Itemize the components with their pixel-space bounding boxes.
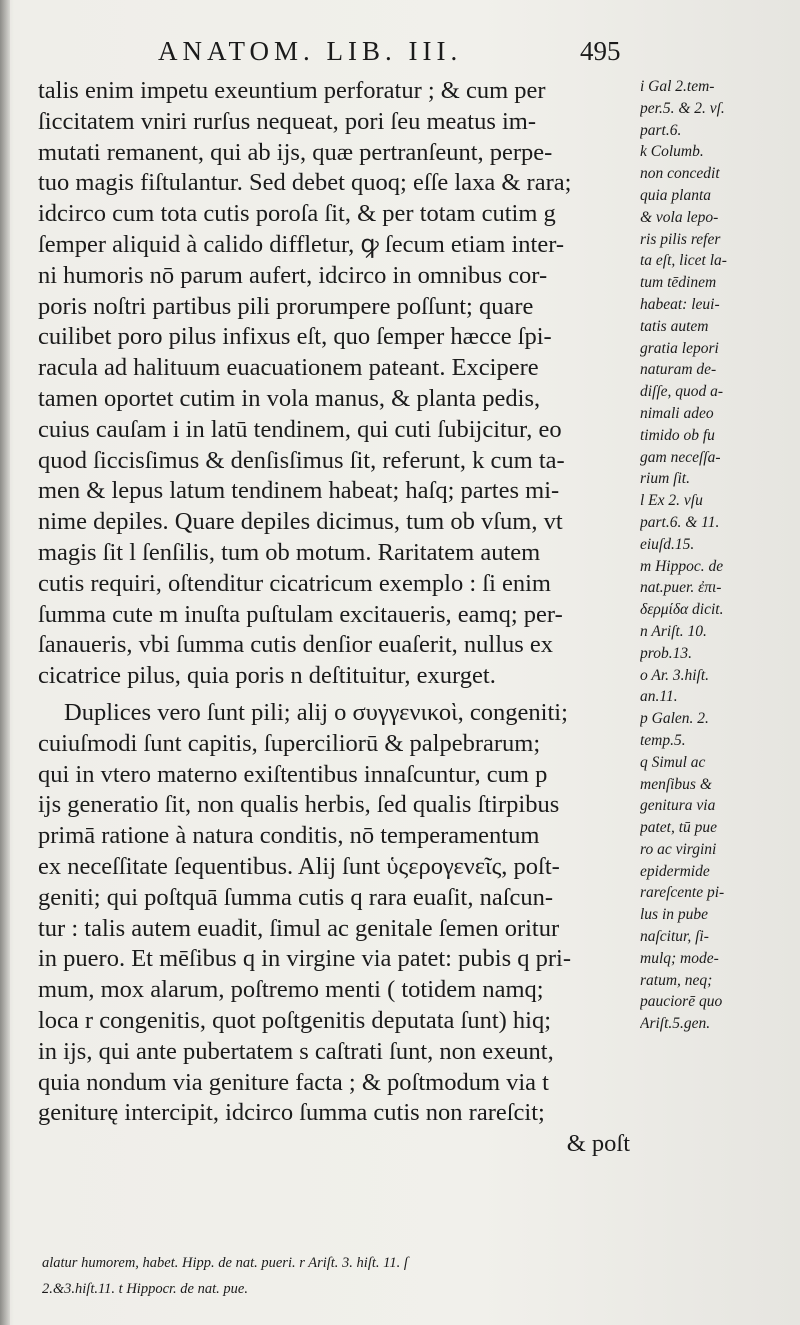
footnotes — [42, 1250, 662, 1302]
text-line: cuilibet poro pilus infixus eſt, quo ſemper hæcce ſpi- — [38, 323, 552, 351]
margin-note-line: mulq; mode- — [640, 949, 719, 967]
text-line: nime depiles. Quare depiles dicimus, tum ob vſum, vt — [38, 508, 563, 536]
text-line: geniti; qui poſtquā ſumma cutis q rara euaſit, naſcun- — [38, 883, 554, 911]
margin-note-line: m Hippoc. de — [640, 557, 724, 575]
margin-note-line: diſſe, quod a- — [640, 383, 724, 401]
text-line: ex neceſſitate ſequentibus. Alij ſunt ὑςερογενεῖς, poſt- — [38, 852, 560, 880]
margin-note-line: n Ariſt. 10. — [640, 622, 707, 640]
margin-note-line: k Columb. — [640, 143, 704, 161]
running-title: ANATOM. LIB. III. — [158, 36, 463, 66]
margin-note-line: tatis autem — [640, 317, 709, 335]
margin-note-line: Ariſt.5.gen. — [640, 1015, 711, 1033]
margin-note-line: gratia lepori — [640, 339, 719, 357]
margin-note-line: q Simul ac — [640, 753, 706, 771]
catchword: & poſt — [566, 1130, 630, 1158]
margin-note-line: ris pilis refer — [640, 230, 721, 248]
margin-note-line: gam neceſſa- — [640, 448, 721, 466]
text-line: tur : talis autem euadit, ſimul ac genitale ſemen oritur — [38, 914, 560, 942]
margin-note-line: part.6. & 11. — [640, 513, 720, 531]
text-line: mum, mox alarum, poſtremo menti ( totidem namq; — [38, 976, 544, 1004]
text-line: mutati remanent, qui ab ijs, quæ pertranſeunt, perpe- — [38, 138, 553, 166]
margin-note-line: naſcitur, ſi- — [640, 928, 709, 946]
main-text-column — [38, 76, 636, 1160]
margin-note-line: an.11. — [640, 688, 678, 706]
text-line: men & lepus latum tendinem habeat; haſq; partes mi- — [38, 477, 560, 505]
margin-note-line: nimali adeo — [640, 404, 714, 422]
footnote-line: 2.&3.hiſt.11. t Hippocr. de nat. pue. — [42, 1281, 248, 1297]
text-line: tuo magis fiſtulantur. Sed debet quoq; eſſe laxa & rara; — [38, 169, 572, 197]
margin-note-line: ta eſt, licet la- — [640, 252, 727, 270]
margin-note-line: quia planta — [640, 186, 712, 204]
text-line: ijs generatio ſit, non qualis herbis, ſed qualis ſtirpibus — [38, 791, 560, 819]
text-line: in ijs, qui ante pubertatem s caſtrati ſunt, non exeunt, — [38, 1037, 554, 1065]
footnote-line: alatur humorem, habet. Hipp. de nat. pueri. r Ariſt. 3. hiſt. 11. ſ — [42, 1255, 408, 1271]
text-line: cicatrice pilus, quia poris n deſtituitur, exurget. — [38, 662, 496, 690]
margin-note-line: ro ac virgini — [640, 840, 717, 858]
margin-note-line: ratum, neq; — [640, 971, 713, 989]
margin-note-line: pauciorē quo — [640, 993, 723, 1011]
margin-note-line: patet, tū pue — [640, 819, 718, 837]
page-header — [0, 36, 800, 70]
margin-note-line: prob.13. — [640, 644, 692, 662]
text-line: ni humoris nō parum aufert, idcirco in omnibus cor- — [38, 261, 548, 289]
margin-note-line: δερμίδα dicit. — [640, 601, 724, 619]
margin-note-line: menſibus & — [640, 775, 712, 793]
text-line: in puero. Et mēſibus q in virgine via patet: pubis q pri- — [38, 945, 572, 973]
text-line: quod ſiccisſimus & denſisſimus ſit, referunt, k cum ta- — [38, 446, 565, 474]
text-line: ſiccitatem vniri rurſus nequeat, pori ſeu meatus im- — [38, 107, 537, 135]
margin-note-line: l Ex 2. vſu — [640, 492, 703, 510]
margin-note-line: genitura via — [640, 797, 716, 815]
margin-note-line: timido ob fu — [640, 426, 715, 444]
binding-gutter — [0, 0, 10, 1325]
text-line: ſanaueris, vbi ſumma cutis denſior euaſerit, nullus ex — [38, 631, 554, 659]
text-line: tamen oportet cutim in vola manus, & planta pedis, — [38, 384, 541, 412]
text-line: magis ſit l ſenſilis, tum ob motum. Raritatem autem — [38, 538, 541, 566]
margin-note-line: tum tēdinem — [640, 274, 717, 292]
marginal-notes — [640, 76, 798, 1035]
margin-note-line: naturam de- — [640, 361, 717, 379]
text-line: talis enim impetu exeuntium perforatur ; & cum per — [38, 77, 546, 104]
margin-note-line: nat.puer. ἐπι- — [640, 579, 722, 597]
margin-note-line: rareſcente pi- — [640, 884, 725, 902]
text-line: idcirco cum tota cutis poroſa ſit, & per totam cutim g — [38, 200, 556, 228]
text-line: ſemper aliquid à calido diffletur, ꝙ ſecum etiam inter- — [38, 230, 565, 258]
page-number: 495 — [580, 36, 621, 66]
margin-note-line: i Gal 2.tem- — [640, 78, 715, 95]
paragraph-start-line: Duplices vero ſunt pili; alij o συγγενικοὶ, congeniti; — [64, 698, 568, 726]
text-line: racula ad halituum euacuationem pateant. Excipere — [38, 354, 539, 382]
text-line: loca r congenitis, quot poſtgenitis deputata ſunt) hiq; — [38, 1006, 552, 1034]
margin-note-line: o Ar. 3.hiſt. — [640, 666, 710, 684]
margin-note-line: habeat: leui- — [640, 295, 720, 313]
margin-note-line: rium ſit. — [640, 470, 690, 488]
text-line: ſumma cute m inuſta puſtulam excitaueris, eamq; per- — [38, 600, 563, 628]
margin-note-line: temp.5. — [640, 731, 686, 749]
text-line: poris noſtri partibus pili prorumpere poſſunt; quare — [38, 292, 534, 320]
margin-note-line: p Galen. 2. — [640, 710, 709, 728]
margin-note-line: epidermide — [640, 862, 710, 880]
margin-note-line: & vola lepo- — [640, 208, 719, 226]
text-line: qui in vtero materno exiſtentibus innaſcuntur, cum p — [38, 760, 548, 788]
margin-note-line: per.5. & 2. vſ. — [640, 99, 725, 117]
text-line: cuiuſmodi ſunt capitis, ſuperciliorū & palpebrarum; — [38, 729, 541, 757]
margin-note-line: part.6. — [640, 121, 682, 139]
margin-note-line: non concedit — [640, 165, 720, 183]
margin-note-line: eiuſd.15. — [640, 535, 695, 553]
text-line: cutis requiri, oſtenditur cicatricum exemplo : ſi enim — [38, 569, 551, 597]
margin-note-line: lus in pube — [640, 906, 709, 924]
text-line: primā ratione à natura conditis, nō temperamentum — [38, 822, 540, 850]
text-line: geniturę intercipit, idcirco ſumma cutis non rareſcit; — [38, 1099, 545, 1127]
text-line: cuius cauſam i in latū tendinem, qui cuti ſubijcitur, eo — [38, 415, 562, 443]
text-line: quia nondum via geniture facta ; & poſtmodum via t — [38, 1068, 549, 1096]
